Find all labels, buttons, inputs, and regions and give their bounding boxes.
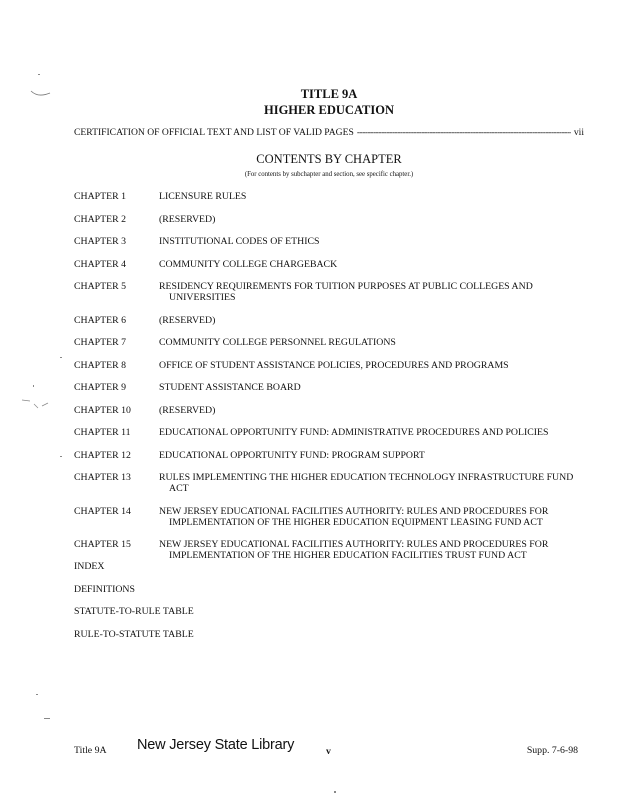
certification-page-ref: vii [573, 127, 584, 138]
page-number: v [326, 746, 331, 757]
chapter-row [74, 472, 584, 494]
chapter-row [74, 281, 584, 303]
chapter-number: CHAPTER 13 [74, 472, 131, 483]
chapter-row [74, 382, 584, 393]
chapter-number: CHAPTER 11 [74, 427, 131, 438]
scan-speck [36, 694, 38, 695]
chapter-row [74, 236, 584, 247]
index-entry: INDEX [74, 561, 105, 572]
chapter-row [74, 539, 584, 561]
chapter-name: (RESERVED) [159, 213, 216, 225]
chapter-row [74, 191, 584, 202]
chapter-name: NEW JERSEY EDUCATIONAL FACILITIES AUTHORITY: RULES AND PROCEDURES FOR IMPLEMENTATION OF THE HIGHER EDUCATION FACILITIES TRUST FUND ACT [159, 539, 549, 561]
chapter-row [74, 360, 584, 371]
chapter-name: COMMUNITY COLLEGE CHARGEBACK [159, 258, 338, 270]
chapter-row [74, 214, 584, 225]
chapter-list [74, 191, 584, 573]
chapter-name: EDUCATIONAL OPPORTUNITY FUND: ADMINISTRATIVE PROCEDURES AND POLICIES [159, 427, 549, 438]
chapter-number: CHAPTER 12 [74, 449, 131, 461]
chapter-number: CHAPTER 5 [74, 281, 126, 292]
chapter-number: CHAPTER 15 [74, 539, 131, 550]
chapter-number: CHAPTER 6 [74, 314, 126, 326]
chapter-name: RESIDENCY REQUIREMENTS FOR TUITION PURPOSES AT PUBLIC COLLEGES AND UNIVERSITIES [159, 281, 533, 303]
chapter-name: EDUCATIONAL OPPORTUNITY FUND: PROGRAM SUPPORT [159, 449, 425, 461]
title-name: HIGHER EDUCATION [264, 103, 394, 117]
chapter-name: COMMUNITY COLLEGE PERSONNEL REGULATIONS [159, 337, 396, 348]
chapter-row [74, 315, 584, 326]
chapter-number: CHAPTER 4 [74, 258, 126, 270]
library-stamp: New Jersey State Library [137, 737, 295, 753]
definitions-entry: DEFINITIONS [74, 583, 135, 595]
chapter-name: STUDENT ASSISTANCE BOARD [159, 382, 301, 393]
dot-leader [357, 127, 571, 138]
title-number: TITLE 9A [300, 87, 358, 101]
supplement-date: Supp. 7-6-98 [526, 745, 578, 756]
chapter-number: CHAPTER 2 [74, 213, 126, 225]
chapter-row [74, 405, 584, 416]
contents-note [0, 171, 618, 178]
scan-speck [33, 385, 34, 387]
contents-heading [0, 152, 618, 167]
chapter-name: INSTITUTIONAL CODES OF ETHICS [159, 236, 320, 247]
scan-speck [60, 357, 62, 358]
chapter-row [74, 259, 584, 270]
chapter-row [74, 450, 584, 461]
chapter-row [74, 506, 584, 528]
chapter-number: CHAPTER 14 [74, 505, 131, 517]
chapter-name: NEW JERSEY EDUCATIONAL FACILITIES AUTHORITY: RULES AND PROCEDURES FOR IMPLEMENTATION OF THE HIGHER EDUCATION EQUIPMENT LEASING FUND ACT [159, 505, 549, 528]
chapter-name: (RESERVED) [159, 404, 216, 416]
chapter-number: CHAPTER 9 [74, 382, 126, 393]
scan-mark-icon [20, 396, 50, 412]
chapter-name: OFFICE OF STUDENT ASSISTANCE POLICIES, PROCEDURES AND PROGRAMS [159, 359, 509, 371]
chapter-number: CHAPTER 10 [74, 404, 131, 416]
scan-speck [44, 718, 50, 719]
scan-speck [60, 456, 62, 457]
certification-line [74, 127, 584, 138]
chapter-number: CHAPTER 8 [74, 359, 126, 371]
contents-note-text: (For contents by subchapter and section, see specific chapter.) [244, 171, 414, 178]
chapter-name: (RESERVED) [159, 314, 216, 326]
chapter-number: CHAPTER 3 [74, 236, 126, 247]
chapter-name: RULES IMPLEMENTING THE HIGHER EDUCATION TECHNOLOGY INFRASTRUCTURE FUND ACT [159, 472, 574, 494]
statute-to-rule-entry: STATUTE-TO-RULE TABLE [74, 606, 194, 617]
footer-title: Title 9A [74, 745, 107, 756]
chapter-number: CHAPTER 7 [74, 337, 126, 348]
scan-speck [334, 791, 336, 793]
title-block [0, 86, 618, 118]
scan-mark-icon [30, 88, 52, 100]
contents-heading-text: CONTENTS BY CHAPTER [256, 152, 402, 166]
chapter-row [74, 427, 584, 438]
chapter-name: LICENSURE RULES [159, 191, 247, 202]
rule-to-statute-entry: RULE-TO-STATUTE TABLE [74, 628, 194, 640]
chapter-row [74, 337, 584, 348]
certification-label: CERTIFICATION OF OFFICIAL TEXT AND LIST OF VALID PAGES [74, 127, 354, 138]
chapter-number: CHAPTER 1 [74, 191, 126, 202]
appendix-list [74, 561, 194, 651]
scan-speck [38, 74, 40, 75]
